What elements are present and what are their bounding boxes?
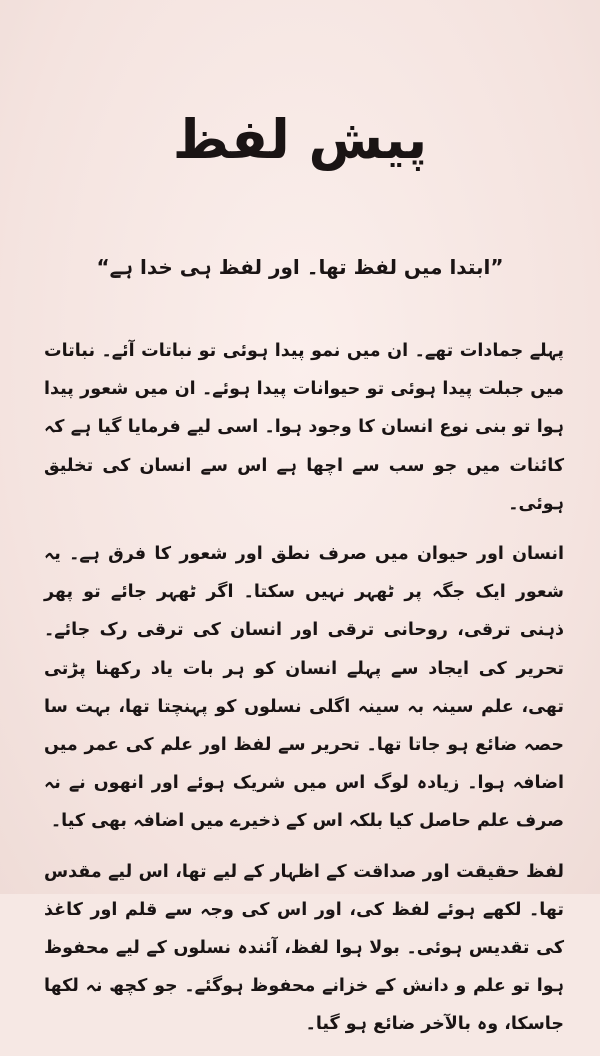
- paragraph-2: انسان اور حیوان میں صرف نطق اور شعور کا فرق ہے۔ یہ شعور ایک جگہ پر ٹھہر نہیں سکتا۔ اگر ٹھہر جائے تو پھر ذہنی ترقی، روحانی ترقی اور انسان کی ترقی رک جائے۔ تحریر کی ایجاد سے پہلے انسان کو ہر بات یاد رکھنا پڑتی تھی، علم سینہ بہ سینہ اگلی نسلوں کو پہنچتا تھا، بہت سا حصہ ضائع ہو جاتا تھا۔ تحریر سے لفظ اور علم کی عمر میں اضافہ ہوا۔ زیادہ لوگ اس میں شریک ہوئے اور انھوں نے نہ صرف علم حاصل کیا بلکہ اس کے ذخیرے میں اضافہ بھی کیا۔: [44, 544, 564, 832]
- paragraph-3: لفظ حقیقت اور صداقت کے اظہار کے لیے تھا، اس لیے مقدس تھا۔ لکھے ہوئے لفظ کی، اور اس کی وجہ سے قلم اور کاغذ کی تقدیس ہوئی۔ بولا ہوا لفظ، آئندہ نسلوں کے لیے محفوظ ہوا تو علم و دانش کے خزانے محفوظ ہوگئے۔ جو کچھ نہ لکھا جاسکا، وہ بالآخر ضائع ہو گیا۔: [44, 861, 564, 1035]
- body-text: [44, 332, 564, 1056]
- epigraph-quote: ”ابتدا میں لفظ تھا۔ اور لفظ ہی خدا ہے“: [96, 255, 504, 279]
- paragraph-1: پہلے جمادات تھے۔ ان میں نمو پیدا ہوئی تو نباتات آئے۔ نباتات میں جبلت پیدا ہوئی تو حیوانات پیدا ہوئے۔ ان میں شعور پیدا ہوا تو بنی نوع انسان کا وجود ہوا۔ اسی لیے فرمایا گیا ہے کہ کائنات میں جو سب سے اچھا ہے اس سے انسان کی تخلیق ہوئی۔: [44, 341, 564, 514]
- page-title: پیش لفظ: [172, 108, 428, 172]
